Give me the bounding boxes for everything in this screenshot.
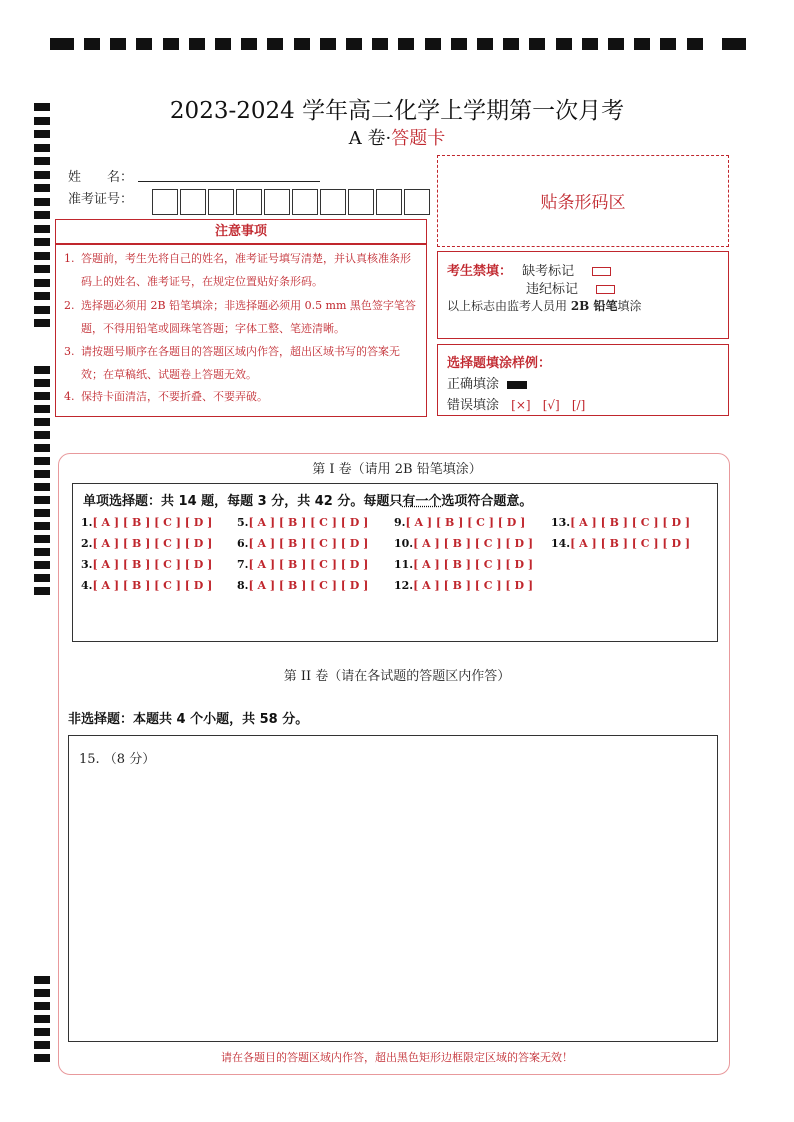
note-text: 选择题必须用 2B 铅笔填涂；非选择题必须用 0.5 mm 黑色签字笔答题，不得用铅笔或圆珠笔答题；字体工整、笔迹清晰。 (81, 299, 416, 335)
timing-mark (136, 38, 152, 50)
timing-mark (110, 38, 126, 50)
note-number: 3. (64, 345, 75, 358)
staff-note-suffix: 填涂 (617, 299, 642, 313)
exam-id-digit-box[interactable] (376, 189, 402, 215)
page-subtitle (0, 124, 794, 150)
exam-id-digit-box[interactable] (348, 189, 374, 215)
timing-mark (34, 265, 50, 273)
subtitle-highlight: 答题卡 (391, 128, 446, 149)
exam-id-digit-box[interactable] (404, 189, 430, 215)
timing-mark (34, 548, 50, 556)
note-text: 答题前，考生先将自己的姓名，准考证号填写清楚，并认真核准条形码上的姓名、准考证号，在规定位置贴好条形码。 (81, 252, 411, 288)
correct-fill-label: 正确填涂 (447, 377, 500, 392)
answer-bubbles[interactable]: [ A ] [ B ] [ C ] [ D ] (248, 579, 369, 592)
mcq-question-5 (237, 516, 368, 529)
note-number: 2. (64, 299, 75, 312)
timing-mark (163, 38, 179, 50)
exam-id-boxes[interactable] (152, 189, 432, 213)
absent-mark-box[interactable] (592, 267, 611, 276)
part2-title: 第 II 卷（请在各试题的答题区内作答） (283, 669, 511, 684)
mcq-question-9 (394, 516, 525, 529)
exam-id-digit-box[interactable] (208, 189, 234, 215)
note-text: 保持卡面清洁，不要折叠、不要弄破。 (81, 390, 268, 403)
timing-mark (215, 38, 231, 50)
timing-mark (634, 38, 650, 50)
q15-answer-box[interactable] (68, 735, 718, 1042)
answer-bubbles[interactable]: [ A ] [ B ] [ C ] [ D ] (570, 537, 691, 550)
timing-mark (34, 211, 50, 219)
timing-mark (372, 38, 388, 50)
subtitle-prefix: A 卷· (348, 128, 392, 149)
timing-mark (34, 171, 50, 179)
timing-mark (34, 535, 50, 543)
question-number: 4. (81, 579, 93, 592)
barcode-zone (437, 155, 729, 247)
question-number: 8. (237, 579, 249, 592)
question-number: 12. (394, 579, 414, 592)
timing-mark (425, 38, 441, 50)
part2-instruction: 非选择题：本题共 4 个小题，共 58 分。 (68, 712, 309, 727)
notes-panel (55, 244, 427, 417)
timing-mark (477, 38, 493, 50)
mcq-question-11 (394, 558, 533, 571)
answer-bubbles[interactable]: [ A ] [ B ] [ C ] [ D ] (413, 558, 534, 571)
question-number: 5. (237, 516, 249, 529)
timing-mark (398, 38, 414, 50)
timing-mark (34, 1015, 50, 1023)
mcq-instruction-b: 有一个 (402, 494, 442, 509)
timing-mark (34, 306, 50, 314)
timing-mark (34, 444, 50, 452)
question-number: 14. (551, 537, 571, 550)
violation-mark-label: 违纪标记 (526, 282, 579, 297)
answer-bubbles[interactable]: [ A ] [ B ] [ C ] [ D ] (248, 558, 369, 571)
timing-mark (346, 38, 362, 50)
timing-mark (267, 38, 283, 50)
timing-mark (34, 418, 50, 426)
mcq-answer-box (72, 483, 718, 642)
mcq-question-13 (551, 516, 690, 529)
timing-mark (34, 198, 50, 206)
exam-id-digit-box[interactable] (180, 189, 206, 215)
exam-id-digit-box[interactable] (292, 189, 318, 215)
page-title: 2023-2024 学年高二化学上学期第一次月考 (169, 98, 625, 124)
note-item (64, 247, 420, 293)
timing-mark (34, 252, 50, 260)
timing-mark (34, 279, 50, 287)
question-number: 1. (81, 516, 93, 529)
timing-mark (582, 38, 598, 50)
exam-id-digit-box[interactable] (320, 189, 346, 215)
question-number: 3. (81, 558, 93, 571)
timing-mark (34, 483, 50, 491)
timing-mark (556, 38, 572, 50)
question-number: 6. (237, 537, 249, 550)
wrong-fill-sample: [×] (511, 398, 531, 412)
answer-bubbles[interactable]: [ A ] [ B ] [ C ] [ D ] (570, 516, 691, 529)
note-number: 1. (64, 252, 75, 265)
q15-label: 15. （8 分） (79, 752, 156, 767)
notes-title: 注意事项 (55, 219, 427, 244)
timing-mark (34, 1041, 50, 1049)
mcq-question-7 (237, 558, 368, 571)
staff-note-prefix: 以上标志由监考人员用 (447, 299, 571, 313)
mcq-question-10 (394, 537, 533, 550)
part1-title: 第 I 卷（请用 2B 铅笔填涂） (312, 462, 482, 477)
answer-bubbles[interactable]: [ A ] [ B ] [ C ] [ D ] (248, 537, 369, 550)
absent-mark-label: 缺考标记 (522, 264, 575, 279)
fill-sample-title: 选择题填涂样例： (447, 356, 552, 371)
note-item (64, 385, 420, 408)
timing-mark (34, 561, 50, 569)
timing-mark (34, 431, 50, 439)
question-number: 2. (81, 537, 93, 550)
staff-only-box (437, 251, 729, 339)
name-label: 姓 名： (68, 170, 134, 185)
timing-mark (687, 38, 703, 50)
mcq-instruction-a: 单项选择题：共 14 题，每题 3 分，共 42 分。每题只 (83, 494, 403, 509)
timing-mark (50, 38, 74, 50)
mcq-question-12 (394, 579, 533, 592)
timing-mark (34, 405, 50, 413)
timing-mark (34, 157, 50, 165)
exam-id-digit-box[interactable] (236, 189, 262, 215)
violation-mark-box[interactable] (596, 285, 615, 294)
answer-bubbles[interactable]: [ A ] [ B ] [ C ] [ D ] (92, 537, 213, 550)
answer-bubbles[interactable]: [ A ] [ B ] [ C ] [ D ] (92, 558, 213, 571)
left-timing-marks-middle (34, 366, 52, 600)
fill-sample-box (437, 344, 729, 416)
timing-mark (34, 392, 50, 400)
name-input-line[interactable] (138, 181, 320, 182)
wrong-fill-sample: [√] (542, 398, 560, 412)
mcq-instruction-c: 选项符合题意。 (441, 494, 533, 509)
note-text: 请按题号顺序在各题目的答题区域内作答，超出区域书写的答案无效；在草稿纸、试题卷上答题无效。 (81, 345, 400, 381)
timing-mark (34, 238, 50, 246)
question-number: 7. (237, 558, 249, 571)
answer-bubbles[interactable]: [ A ] [ B ] [ C ] [ D ] (413, 579, 534, 592)
answer-bubbles[interactable]: [ A ] [ B ] [ C ] [ D ] (92, 579, 213, 592)
timing-mark (34, 1028, 50, 1036)
answer-bubbles[interactable]: [ A ] [ B ] [ C ] [ D ] (405, 516, 526, 529)
barcode-label: 贴条形码区 (540, 193, 626, 213)
wrong-fill-sample: [/] (571, 398, 586, 412)
timing-mark (294, 38, 310, 50)
wrong-fill-label: 错误填涂 (447, 398, 500, 413)
timing-mark (34, 225, 50, 233)
correct-fill-sample (507, 381, 527, 389)
timing-mark (34, 509, 50, 517)
mcq-question-2 (81, 537, 212, 550)
answer-bubbles[interactable]: [ A ] [ B ] [ C ] [ D ] (413, 537, 534, 550)
mcq-question-8 (237, 579, 368, 592)
answer-bubbles[interactable]: [ A ] [ B ] [ C ] [ D ] (92, 516, 213, 529)
footer-warning: 请在各题目的答题区域内作答，超出黑色矩形边框限定区域的答案无效！ (221, 1051, 573, 1064)
timing-mark (241, 38, 257, 50)
exam-id-digit-box[interactable] (152, 189, 178, 215)
staff-only-label: 考生禁填： (447, 264, 513, 279)
timing-mark (529, 38, 545, 50)
mcq-question-3 (81, 558, 212, 571)
question-number: 9. (394, 516, 406, 529)
timing-mark (34, 366, 50, 374)
timing-mark (34, 379, 50, 387)
timing-mark (34, 574, 50, 582)
timing-mark (34, 976, 50, 984)
timing-mark (320, 38, 336, 50)
mcq-question-1 (81, 516, 212, 529)
timing-mark (34, 989, 50, 997)
note-item (64, 294, 420, 340)
note-number: 4. (64, 390, 75, 403)
timing-mark (34, 587, 50, 595)
timing-mark (34, 522, 50, 530)
timing-mark (189, 38, 205, 50)
timing-mark (34, 319, 50, 327)
timing-mark (84, 38, 100, 50)
question-number: 11. (394, 558, 414, 571)
timing-mark (34, 184, 50, 192)
exam-id-label: 准考证号： (68, 192, 134, 207)
mcq-question-14 (551, 537, 690, 550)
note-item (64, 340, 420, 386)
answer-bubbles[interactable]: [ A ] [ B ] [ C ] [ D ] (248, 516, 369, 529)
question-number: 13. (551, 516, 571, 529)
timing-mark (503, 38, 519, 50)
timing-mark (451, 38, 467, 50)
timing-mark (608, 38, 624, 50)
mcq-instruction (83, 490, 532, 509)
timing-mark (722, 38, 746, 50)
timing-mark (660, 38, 676, 50)
timing-mark (34, 496, 50, 504)
top-timing-marks (50, 38, 746, 52)
mcq-question-4 (81, 579, 212, 592)
exam-id-digit-box[interactable] (264, 189, 290, 215)
mcq-question-6 (237, 537, 368, 550)
timing-mark (34, 292, 50, 300)
staff-note-bold: 2B 铅笔 (570, 299, 618, 313)
timing-mark (34, 1002, 50, 1010)
question-number: 10. (394, 537, 414, 550)
